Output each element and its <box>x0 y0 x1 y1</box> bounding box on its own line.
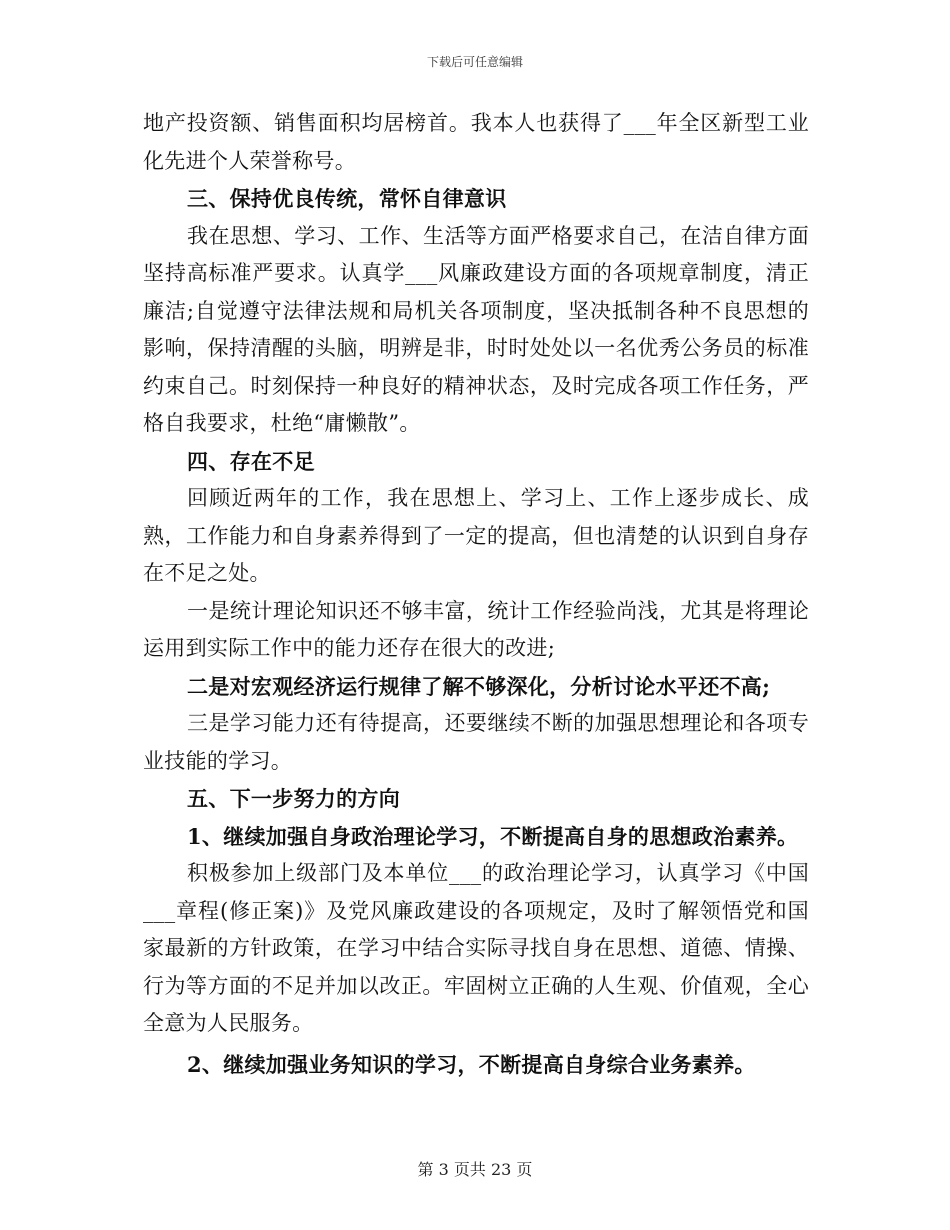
section-heading-4: 四、存在不足 <box>187 448 315 474</box>
paragraph: 一是统计理论知识还不够丰富，统计工作经验尚浅，尤其是将理论运用到实际工作中的能力还存在很大的改进; <box>143 598 809 660</box>
subheading-1: 1、继续加强自身政治理论学习，不断提高自身的思想政治素养。 <box>187 823 799 849</box>
paragraph-bold: 二是对宏观经济运行规律了解不够深化，分析讨论水平还不高; <box>187 673 771 699</box>
page-number: 第 3 页共 23 页 <box>417 1160 533 1179</box>
section-heading-5: 五、下一步努力的方向 <box>187 786 400 811</box>
paragraph: 回顾近两年的工作，我在思想上、学习上、工作上逐步成长、成熟，工作能力和自身素养得到了一定的提高，但也清楚的认识到自身存在不足之处。 <box>143 486 809 585</box>
paragraph: 我在思想、学习、工作、生活等方面严格要求自己，在洁自律方面坚持高标准严要求。认真学___风廉政建设方面的各项规章制度，清正廉洁;自觉遵守法律法规和局机关各项制度，坚决抵制各种不良思想的影响，保持清醒的头脑，明辨是非，时时处处以一名优秀公务员的标准约束自己。时刻保持一种良好的精神状态，及时完成各项工作任务，严格自我要求，杜绝“庸懒散”。 <box>143 223 809 435</box>
section-heading-3: 三、保持优良传统，常怀自律意识 <box>187 186 507 211</box>
paragraph-continued: 地产投资额、销售面积均居榜首。我本人也获得了___年全区新型工业化先进个人荣誉称号。 <box>143 111 809 173</box>
subheading-2: 2、继续加强业务知识的学习，不断提高自身综合业务素养。 <box>187 1051 756 1077</box>
document-body <box>143 105 809 1083</box>
paragraph: 三是学习能力还有待提高，还要继续不断的加强思想理论和各项专业技能的学习。 <box>143 711 809 773</box>
page-header: 下载后可任意编辑 <box>426 55 523 69</box>
paragraph: 积极参加上级部门及本单位___的政治理论学习，认真学习《中国___章程(修正案)》及党风廉政建设的各项规定，及时了解领悟党和国家最新的方针政策，在学习中结合实际寻找自身在思想、道德、情操、行为等方面的不足并加以改正。牢固树立正确的人生观、价值观，全心全意为人民服务。 <box>143 861 809 1035</box>
